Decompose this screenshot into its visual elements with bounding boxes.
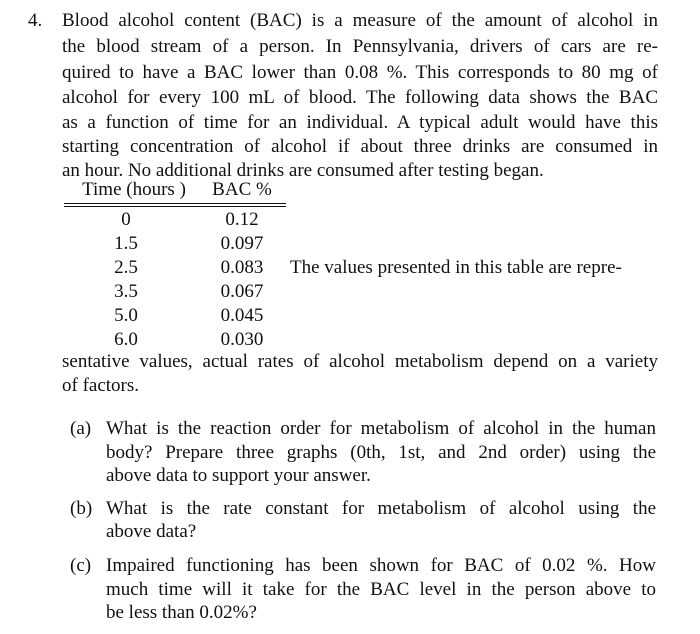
table-side-note: The values presented in this table are repre- <box>290 257 622 278</box>
table-cell-bac: 0.067 <box>220 281 264 302</box>
intro-line: quired to have a BAC lower than 0.08 %. This corresponds to 80 mg of <box>62 62 658 83</box>
problem-number: 4. <box>28 10 43 31</box>
intro-line: as a function of time for an individual. A typical adult would have this <box>62 112 658 133</box>
table-cell-time: 0 <box>121 209 131 230</box>
continuation-line: of factors. <box>62 375 140 396</box>
part-line: above data to support your answer. <box>106 465 371 486</box>
part-line: What is the rate constant for metabolism of alcohol using the <box>106 498 656 519</box>
table-cell-bac: 0.045 <box>220 305 264 326</box>
part-line: above data? <box>106 521 197 542</box>
table-header-time: Time (hours ) <box>82 179 186 200</box>
table-rule-top <box>64 203 286 204</box>
table-cell-bac: 0.083 <box>220 257 264 278</box>
part-line: body? Prepare three graphs (0th, 1st, and 2nd order) using the <box>106 442 656 463</box>
part-label: (b) <box>70 498 93 519</box>
part-line: be less than 0.02%? <box>106 602 257 623</box>
part-label: (c) <box>70 555 92 576</box>
continuation-line: sentative values, actual rates of alcohol metabolism depend on a variety <box>62 351 658 372</box>
table-cell-time: 2.5 <box>114 257 138 278</box>
part-line: Impaired functioning has been shown for BAC of 0.02 %. How <box>106 555 656 576</box>
intro-line: Blood alcohol content (BAC) is a measure of the amount of alcohol in <box>62 10 658 31</box>
table-cell-time: 6.0 <box>114 329 138 350</box>
table-cell-time: 3.5 <box>114 281 138 302</box>
table-cell-bac: 0.12 <box>225 209 259 230</box>
table-cell-bac: 0.097 <box>220 233 264 254</box>
table-cell-time: 5.0 <box>114 305 138 326</box>
intro-line: starting concentration of alcohol if about three drinks are consumed in <box>62 136 658 157</box>
part-line: What is the reaction order for metabolism of alcohol in the human <box>106 418 656 439</box>
table-cell-bac: 0.030 <box>220 329 264 350</box>
table-rule-bottom <box>64 206 286 207</box>
table-cell-time: 1.5 <box>114 233 138 254</box>
intro-line: an hour. No additional drinks are consumed after testing began. <box>62 160 544 181</box>
part-label: (a) <box>70 418 92 439</box>
table-header-bac: BAC % <box>212 179 272 200</box>
intro-line: alcohol for every 100 mL of blood. The following data shows the BAC <box>62 87 658 108</box>
part-line: much time will it take for the BAC level in the person above to <box>106 579 656 600</box>
intro-line: the blood stream of a person. In Pennsylvania, drivers of cars are re- <box>62 36 658 57</box>
